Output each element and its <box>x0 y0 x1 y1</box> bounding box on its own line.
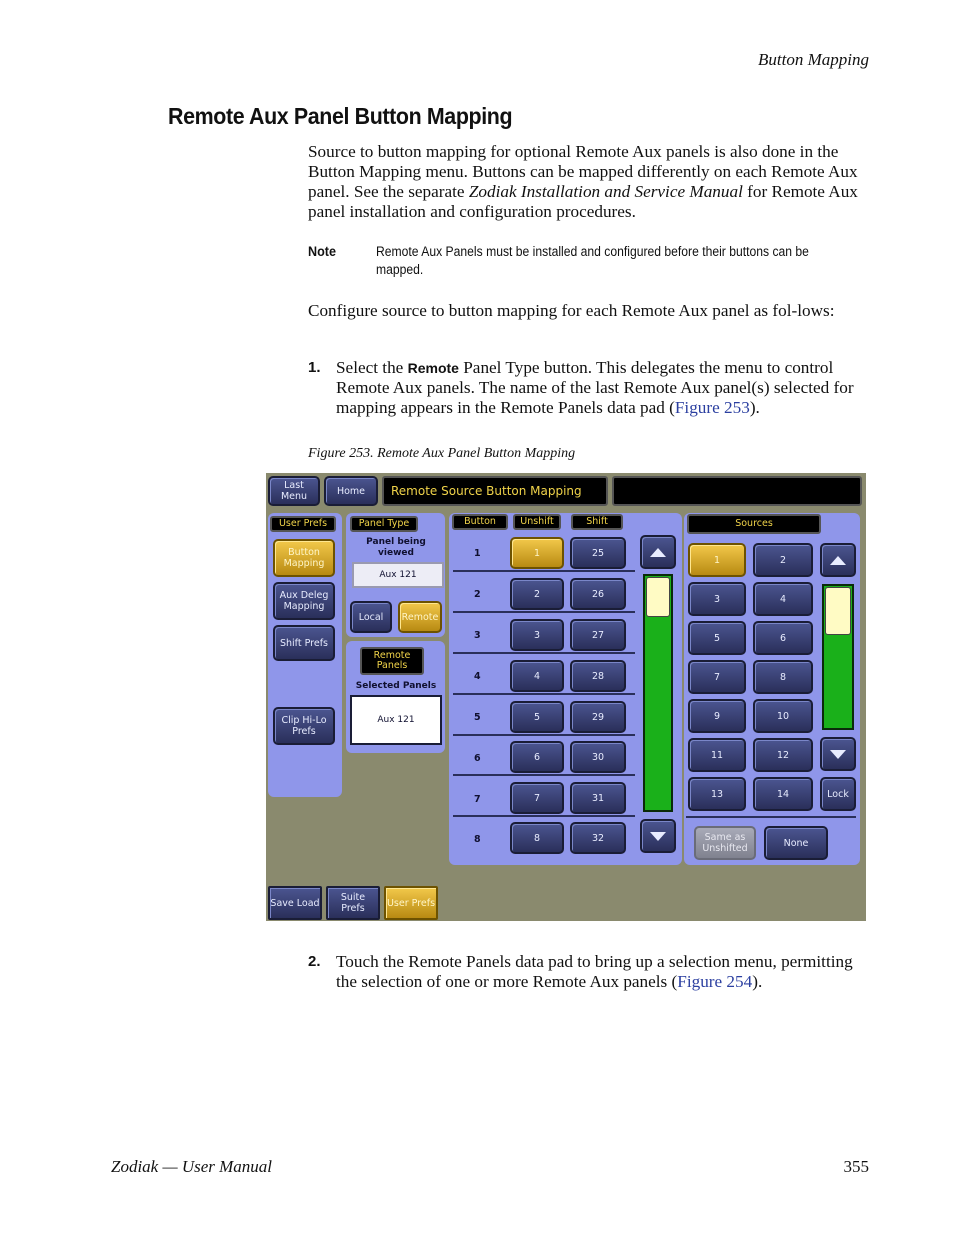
step-2-text <box>336 952 871 992</box>
selected-panels-data-pad[interactable]: Aux 121 <box>350 695 442 745</box>
row-1-unshift-button[interactable]: 1 <box>510 537 564 569</box>
intro-text-end: for Remote Aux panel installation and configuration procedures. <box>308 182 858 221</box>
section-title: Remote Aux Panel Button Mapping <box>168 103 513 129</box>
button-mapping-button[interactable]: Button Mapping <box>273 539 335 577</box>
row-7-shift-button[interactable]: 31 <box>570 782 626 814</box>
user-prefs-bottom-tab[interactable]: User Prefs <box>384 886 438 920</box>
row-5-label: 5 <box>474 712 481 723</box>
selected-panels-label: Selected Panels <box>355 681 437 691</box>
source-8-button[interactable]: 8 <box>753 660 813 694</box>
row-5-shift-button[interactable]: 29 <box>570 701 626 733</box>
row-6-label: 6 <box>474 753 481 764</box>
source-4-button[interactable]: 4 <box>753 582 813 616</box>
shift-column-tab: Shift <box>571 514 623 530</box>
row-4-label: 4 <box>474 671 481 682</box>
lock-button[interactable]: Lock <box>820 777 856 811</box>
aux-deleg-mapping-button[interactable]: Aux Deleg Mapping <box>273 582 335 620</box>
step-1-number: 1. <box>308 359 321 376</box>
remote-button-ref: Remote <box>407 360 459 376</box>
step-2-number: 2. <box>308 953 321 970</box>
arrow-up-icon <box>830 556 846 565</box>
intro-paragraph <box>308 142 870 222</box>
sources-scrollbar-thumb[interactable] <box>825 587 851 635</box>
mapping-scroll-down-button[interactable] <box>640 819 676 853</box>
save-load-tab[interactable]: Save Load <box>268 886 322 920</box>
clip-hi-lo-prefs-button[interactable]: Clip Hi-Lo Prefs <box>273 707 335 745</box>
source-13-button[interactable]: 13 <box>688 777 746 811</box>
source-10-button[interactable]: 10 <box>753 699 813 733</box>
page-number: 355 <box>843 1157 869 1176</box>
row-1-label: 1 <box>474 548 481 559</box>
source-6-button[interactable]: 6 <box>753 621 813 655</box>
step-1-text <box>336 358 871 418</box>
sources-scroll-down-button[interactable] <box>820 737 856 771</box>
row-divider <box>453 774 635 776</box>
step-2-text-c: ). <box>752 972 763 991</box>
row-4-unshift-button[interactable]: 4 <box>510 660 564 692</box>
row-2-label: 2 <box>474 589 481 600</box>
row-8-unshift-button[interactable]: 8 <box>510 822 564 854</box>
source-5-button[interactable]: 5 <box>688 621 746 655</box>
mapping-scroll-up-button[interactable] <box>640 535 676 569</box>
step-1-text-a: Select the <box>336 358 408 377</box>
arrow-down-icon <box>830 750 846 759</box>
row-3-unshift-button[interactable]: 3 <box>510 619 564 651</box>
menu-title: Remote Source Button Mapping <box>382 476 608 506</box>
row-divider <box>453 693 635 695</box>
user-prefs-tab: User Prefs <box>270 516 336 532</box>
note-label: Note <box>308 243 337 259</box>
figure-254-link[interactable]: Figure 254 <box>677 972 753 991</box>
source-1-button[interactable]: 1 <box>688 543 746 577</box>
panel-viewed-value: Aux 121 <box>352 562 444 588</box>
button-column-tab: Button <box>452 514 508 530</box>
row-divider <box>453 815 635 817</box>
figure-253-link[interactable]: Figure 253 <box>674 398 750 417</box>
same-as-unshifted-button[interactable]: Same as Unshifted <box>694 826 756 860</box>
remote-panels-tab: Remote Panels <box>360 647 424 675</box>
row-3-label: 3 <box>474 630 481 641</box>
suite-prefs-tab[interactable]: Suite Prefs <box>326 886 380 920</box>
step-2-text-a: Touch the Remote Panels data pad to bring up a selection menu, permitting the selection of one or more Remote Aux panels ( <box>336 952 853 991</box>
step-1-text-b: Panel Type button. This delegates the menu to control Remote Aux panels. The name of the last Remote Aux panel(s) selected for mapping appears in the Remote Panels data pad ( <box>336 358 854 417</box>
intro-text: Source to button mapping for optional Remote Aux panels is also done in the Button Mapping menu. Buttons can be mapped differently on each Remote Aux panel. See the separate <box>308 142 858 201</box>
source-3-button[interactable]: 3 <box>688 582 746 616</box>
arrow-down-icon <box>650 832 666 841</box>
row-1-shift-button[interactable]: 25 <box>570 537 626 569</box>
unshift-column-tab: Unshift <box>513 514 561 530</box>
running-header: Button Mapping <box>758 50 869 69</box>
panel-viewed-label: Panel being viewed <box>366 537 426 558</box>
step-1-text-c: ). <box>749 398 760 417</box>
shift-prefs-button[interactable]: Shift Prefs <box>273 625 335 661</box>
note-text: Remote Aux Panels must be installed and configured before their buttons can be mapped. <box>376 244 809 277</box>
sources-divider <box>686 816 856 818</box>
source-2-button[interactable]: 2 <box>753 543 813 577</box>
row-5-unshift-button[interactable]: 5 <box>510 701 564 733</box>
row-divider <box>453 652 635 654</box>
source-9-button[interactable]: 9 <box>688 699 746 733</box>
sources-tab: Sources <box>687 514 821 534</box>
home-button[interactable]: Home <box>324 476 378 506</box>
footer-manual-title: Zodiak — User Manual <box>111 1157 273 1176</box>
row-8-shift-button[interactable]: 32 <box>570 822 626 854</box>
row-3-shift-button[interactable]: 27 <box>570 619 626 651</box>
remote-button[interactable]: Remote <box>398 601 442 633</box>
row-6-unshift-button[interactable]: 6 <box>510 741 564 773</box>
row-7-label: 7 <box>474 794 481 805</box>
source-11-button[interactable]: 11 <box>688 738 746 772</box>
row-divider <box>453 611 635 613</box>
source-14-button[interactable]: 14 <box>753 777 813 811</box>
source-7-button[interactable]: 7 <box>688 660 746 694</box>
manual-reference: Zodiak Installation and Service Manual <box>468 182 743 201</box>
row-2-shift-button[interactable]: 26 <box>570 578 626 610</box>
row-4-shift-button[interactable]: 28 <box>570 660 626 692</box>
message-area <box>612 476 862 506</box>
row-8-label: 8 <box>474 834 481 845</box>
row-6-shift-button[interactable]: 30 <box>570 741 626 773</box>
panel-type-tab: Panel Type <box>350 516 418 532</box>
last-menu-button[interactable]: Last Menu <box>268 476 320 506</box>
configure-paragraph: Configure source to button mapping for each Remote Aux panel as fol-lows: <box>308 301 835 320</box>
arrow-up-icon <box>650 548 666 557</box>
mapping-scrollbar-thumb[interactable] <box>646 577 670 617</box>
row-2-unshift-button[interactable]: 2 <box>510 578 564 610</box>
row-divider <box>453 734 635 736</box>
row-7-unshift-button[interactable]: 7 <box>510 782 564 814</box>
none-button[interactable]: None <box>764 826 828 860</box>
source-12-button[interactable]: 12 <box>753 738 813 772</box>
row-divider <box>453 570 635 572</box>
sources-scroll-up-button[interactable] <box>820 543 856 577</box>
figure-caption: Figure 253. Remote Aux Panel Button Mapping <box>308 446 576 461</box>
remote-button-mapping-screen <box>266 473 866 921</box>
local-button[interactable]: Local <box>350 601 392 633</box>
